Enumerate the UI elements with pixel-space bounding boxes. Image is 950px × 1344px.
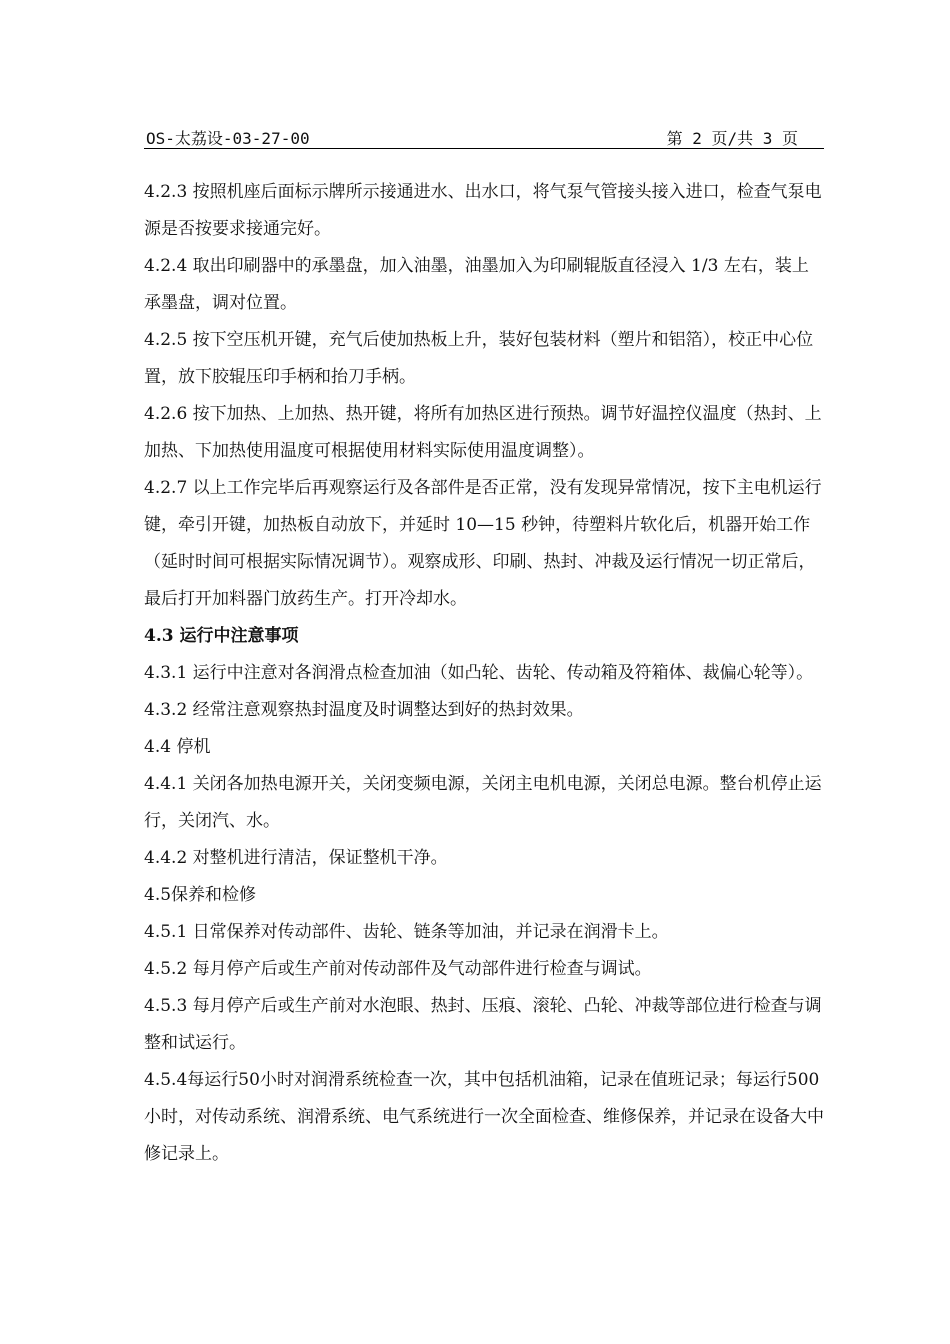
section-heading-4-5: 4.5保养和检修 xyxy=(144,885,257,905)
para-4-4-2: 4.4.2 对整机进行清洁，保证整机干净。 xyxy=(144,848,448,868)
para-4-4-1: 4.4.1 关闭各加热电源开关，关闭变频电源，关闭主电机电源，关闭总电源。整台机停止运行，关闭汽、水。 xyxy=(144,774,822,831)
page-number: 第 2 页/共 3 页 xyxy=(666,129,798,148)
para-4-5-3: 4.5.3 每月停产后或生产前对水泡眼、热封、压痕、滚轮、凸轮、冲裁等部位进行检查与调整和试运行。 xyxy=(144,996,822,1053)
para-4-3-2: 4.3.2 经常注意观察热封温度及时调整达到好的热封效果。 xyxy=(144,700,584,720)
para-4-2-5: 4.2.5 按下空压机开键，充气后使加热板上升，装好包装材料（塑片和铝箔），校正中心位置，放下胶辊压印手柄和抬刀手柄。 xyxy=(144,330,814,387)
para-4-2-6: 4.2.6 按下加热、上加热、热开键，将所有加热区进行预热。调节好温控仪温度（热封、上加热、下加热使用温度可根据使用材料实际使用温度调整）。 xyxy=(144,404,822,461)
para-4-5-4: 4.5.4每运行50小时对润滑系统检查一次，其中包括机油箱，记录在值班记录；每运行500小时，对传动系统、润滑系统、电气系统进行一次全面检查、维修保养，并记录在设备大中修记录上。 xyxy=(144,1070,824,1164)
page-header xyxy=(144,126,824,149)
para-4-2-4: 4.2.4 取出印刷器中的承墨盘，加入油墨，油墨加入为印刷辊版直径浸入 1/3 左右，装上承墨盘，调对位置。 xyxy=(144,256,809,313)
document-body xyxy=(144,174,824,1173)
section-heading-4-4: 4.4 停机 xyxy=(144,737,211,757)
para-4-3-1: 4.3.1 运行中注意对各润滑点检查加油（如凸轮、齿轮、传动箱及符箱体、裁偏心轮等）。 xyxy=(144,663,814,683)
para-4-2-7: 4.2.7 以上工作完毕后再观察运行及各部件是否正常，没有发现异常情况，按下主电机运行键，牵引开键，加热板自动放下，并延时 10—15 秒钟，待塑料片软化后，机器开始工作（延时时间可根据实际情况调节）。观察成形、印刷、热封、冲裁及运行情况一切正常后，最后打开加料器门放药生产。打开冷却水。 xyxy=(144,478,822,609)
para-4-5-2: 4.5.2 每月停产后或生产前对传动部件及气动部件进行检查与调试。 xyxy=(144,959,652,979)
section-heading-4-3: 4.3 运行中注意事项 xyxy=(144,626,299,646)
para-4-2-3: 4.2.3 按照机座后面标示牌所示接通进水、出水口，将气泵气管接头接入进口，检查气泵电源是否按要求接通完好。 xyxy=(144,182,822,239)
para-4-5-1: 4.5.1 日常保养对传动部件、齿轮、链条等加油，并记录在润滑卡上。 xyxy=(144,922,669,942)
document-code: OS-太荔设-03-27-00 xyxy=(146,129,310,148)
